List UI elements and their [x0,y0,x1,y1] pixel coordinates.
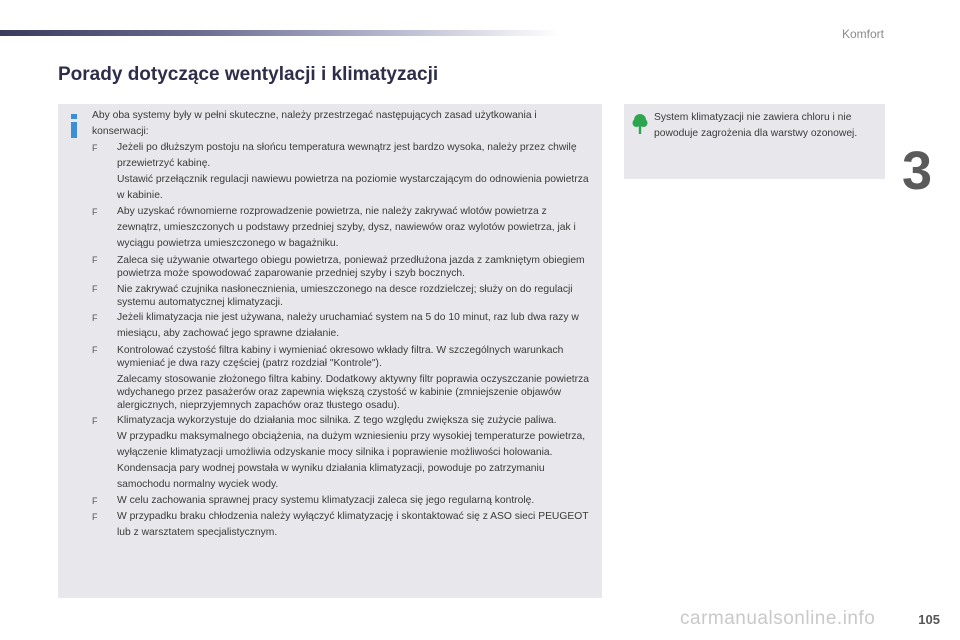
list-item-text: Zalecamy stosowanie złożonego filtra kabiny. Dodatkowy aktywny filtr poprawia oczyszczanie powietrza wdychanego przez pasażerów oraz zapewnia większą czystość w kabinie (zmniejszenie objawów alergicznych, nieprzyjemnych zapachów oraz tłustego osadu). [117,374,589,411]
list-item-text: W przypadku braku chłodzenia należy wyłączyć klimatyzację i skontaktować się z ASO sieci PEUGEOT lub z warsztatem specjalistycznym. [117,511,589,538]
list-item-text: W celu zachowania sprawnej pracy systemu klimatyzacji zaleca się jego regularną kontrolę. [117,495,535,506]
info-intro: Aby oba systemy były w pełni skuteczne, należy przestrzegać następujących zasad użytkowania i konserwacji: [92,110,537,137]
eco-text: System klimatyzacji nie zawiera chloru i nie powoduje zagrożenia dla warstwy ozonowej. [654,112,858,139]
bullet-marker: F [92,143,98,153]
list-item [92,204,592,252]
tips-list [92,140,592,541]
section-label: Komfort [841,27,884,41]
watermark: carmanualsonline.info [680,608,876,629]
list-item-text: W przypadku maksymalnego obciążenia, na dużym wzniesieniu przy wysokiej temperaturze powietrza, wyłączenie klimatyzacji umożliwia odzyskanie mocy silnika i poprawienie możliwości holowania. [117,431,586,458]
list-item-text: Jeżeli klimatyzacja nie jest używana, należy uruchamiać system na 5 do 10 minut, raz lub dwa razy w miesiącu, aby zachować jego sprawne działanie. [117,312,579,339]
list-item [92,281,592,310]
bullet-marker: F [92,207,98,217]
list-item-text: Ustawić przełącznik regulacji nawiewu powietrza na poziomie wystarczającym do odnowienia powietrza w kabinie. [117,174,589,201]
header-gradient-bar [0,30,560,36]
list-item-text: Jeżeli po dłuższym postoju na słońcu temperatura wewnątrz jest bardzo wysoka, należy przez chwilę przewietrzyć kabinę. [117,142,577,169]
bullet-marker: F [92,512,98,522]
tree-icon [632,113,648,135]
list-item-text: Kontrolować czystość filtra kabiny i wymieniać okresowo wkłady filtra. W szczególnych warunkach wymieniać je dwa razy częściej (patrz rozdział "Kontrole"). [117,345,564,369]
bullet-marker: F [92,416,98,426]
list-item [92,310,592,342]
list-item [92,252,592,281]
list-item [92,140,592,204]
list-item-text: Aby uzyskać równomierne rozprowadzenie powietrza, nie należy zakrywać wlotów powietrza z zewnątrz, umieszczonych u podstawy przedniej szyby, dysz, nawiewów oraz wylotów powietrza, jak i wyciągu powietrza umieszczonego w bagażniku. [117,206,576,249]
list-item [92,342,592,413]
bullet-marker: F [92,345,98,355]
list-item-text: Klimatyzacja wykorzystuje do działania moc silnika. Z tego względu zwiększa się zużycie paliwa. [117,415,557,426]
list-item [92,493,592,509]
bullet-marker: F [92,313,98,323]
list-item [92,509,592,541]
list-item-text: Zaleca się używanie otwartego obiegu powietrza, ponieważ przedłużona jazda z zamkniętym obiegiem powietrza może spowodować zaparowanie przedniej szyby i szyb bocznych. [117,255,585,279]
info-icon [70,114,78,138]
list-item-text: Kondensacja pary wodnej powstała w wyniku działania klimatyzacji, powoduje po zatrzymaniu samochodu normalny wyciek wody. [117,463,545,490]
bullet-marker: F [92,284,98,294]
page-number: 105 [918,612,940,627]
info-box [58,104,602,598]
list-item-text: Nie zakrywać czujnika nasłonecznienia, umieszczonego na desce rozdzielczej; służy on do regulacji systemu automatycznej klimatyzacji. [117,284,573,308]
page-title: Porady dotyczące wentylacji i klimatyzacji [58,64,439,85]
eco-box [624,104,885,179]
list-item [92,413,592,493]
chapter-number: 3 [902,141,933,201]
bullet-marker: F [92,255,98,265]
bullet-marker: F [92,496,98,506]
